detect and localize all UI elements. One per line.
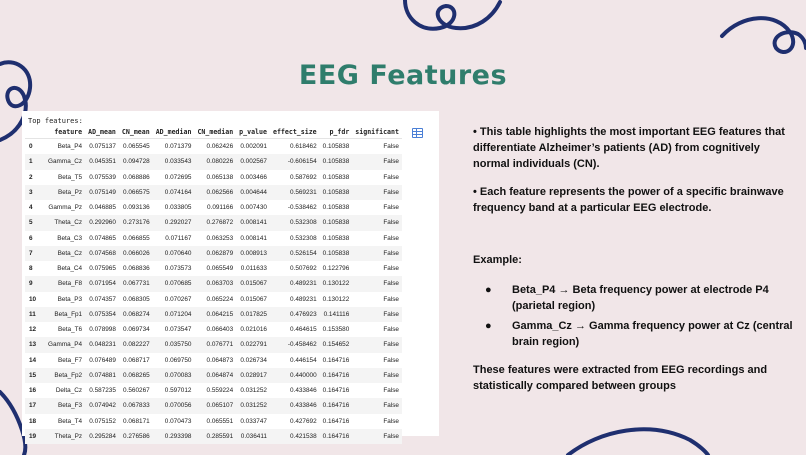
table-cell: 0.071167 [165,234,192,242]
table-cell: 0.026734 [240,356,267,364]
column-header [25,126,45,139]
bullet-dot-icon: ● [485,320,492,332]
swirl-top [405,0,500,29]
table-cell: 0.105838 [320,246,353,261]
row-index: 7 [25,246,45,261]
table-row [25,276,402,291]
table-row [25,383,402,398]
table-cell: 0.031252 [236,398,270,413]
bullet-text: Beta_P4 → Beta frequency power at electrode P4 (parietal region) [512,284,769,312]
row-index: 13 [25,337,45,352]
table-cell: 0.526154 [270,246,320,261]
table-cell: Beta_F3 [45,398,85,413]
table-cell: 0.033747 [240,417,267,425]
table-row [25,414,402,429]
table-cell: 0.154652 [320,337,353,352]
table-row [25,398,402,413]
table-cell: 0.091166 [206,204,234,212]
table-row [25,185,402,200]
table-cell: False [383,143,399,151]
table-cell: -0.458462 [270,337,320,352]
table-cell: 0.075965 [89,265,116,273]
table-row [25,429,402,444]
table-row [25,246,402,261]
table-row [25,154,402,169]
table-cell: 0.507692 [289,265,317,273]
table-cell: 0.031252 [240,387,267,395]
table-cell: 0.276872 [194,215,236,230]
table-cell: 0.003466 [240,173,267,181]
example-bullet-2 [485,318,793,350]
table-cell: False [352,307,402,322]
table-cell: 0.072695 [164,173,192,181]
row-index: 5 [25,215,45,230]
table-cell: 0.276586 [119,429,153,444]
table-cell: 0.105838 [322,173,350,181]
table-cell: Beta_T4 [57,417,83,425]
table-caption: Top features: [28,117,83,125]
table-cell: False [383,265,399,273]
features-table [25,126,402,444]
row-index: 16 [29,387,37,395]
row-index: 9 [25,276,45,291]
table-cell: 0.068886 [123,173,150,181]
table-cell: 0.560267 [123,387,150,395]
table-cell: Beta_F7 [57,356,83,364]
table-cell: 0.007430 [240,204,267,212]
table-cell: False [352,337,402,352]
row-index: 17 [25,398,45,413]
table-cell: 0.292027 [153,215,195,230]
table-cell: 0.164716 [322,417,350,425]
table-cell: 0.002567 [236,154,270,169]
table-cell: 0.066026 [119,246,153,261]
table-cell: 0.063703 [194,276,236,291]
column-header: significant [352,126,402,139]
column-header: p_value [236,126,270,139]
table-cell: Beta_F8 [45,276,85,291]
table-cell: 0.076489 [89,356,116,364]
table-cell: Beta_C4 [57,265,83,273]
row-index: 18 [29,417,37,425]
bullet-text: Gamma_Cz → Gamma frequency power at Cz (central brain region) [512,320,793,348]
table-cell: False [352,246,402,261]
table-cell: 0.068305 [123,295,150,303]
table-cell: 0.489231 [270,276,320,291]
table-cell: Theta_Cz [45,215,85,230]
feature-paragraph: • Each feature represents the power of a specific brainwave frequency band at a particular EEG electrode. [473,186,784,214]
table-cell: 0.074881 [85,368,119,383]
row-index: 0 [29,143,33,151]
table-cell: 0.048231 [85,337,119,352]
table-cell: 0.082227 [119,337,153,352]
table-row [25,139,402,155]
table-row [25,170,402,185]
table-cell: 0.153580 [322,326,350,334]
table-cell: Beta_Fp2 [45,368,85,383]
table-cell: False [383,295,399,303]
table-cell: 0.070083 [153,368,195,383]
table-cell: False [383,356,399,364]
column-header: CN_mean [119,126,153,139]
table-header-row [25,126,402,139]
table-cell: 0.067833 [119,398,153,413]
table-cell: 0.164716 [320,368,353,383]
row-index: 1 [25,154,45,169]
table-cell: Delta_Cz [55,387,83,395]
table-cell: 0.064873 [206,356,234,364]
table-cell: 0.273176 [119,215,153,230]
table-cell: 0.093136 [123,204,150,212]
table-cell: 0.285591 [194,429,236,444]
table-cell: 0.075137 [89,143,116,151]
table-cell: 0.017825 [236,307,270,322]
table-cell: 0.070267 [164,295,192,303]
row-index: 6 [29,234,33,242]
table-cell: Beta_C3 [57,234,83,242]
table-cell: 0.295284 [85,429,119,444]
table-cell: 0.489231 [289,295,317,303]
table-cell: 0.065107 [194,398,236,413]
table-cell: 0.045351 [85,154,119,169]
table-cell: -0.606154 [270,154,320,169]
table-cell: 0.011633 [240,265,267,273]
table-cell: 0.130122 [320,276,353,291]
table-cell: 0.141116 [320,307,353,322]
row-index: 4 [29,204,33,212]
table-cell: 0.068171 [123,417,150,425]
table-cell: 0.074865 [89,234,116,242]
table-cell: 0.075149 [85,185,119,200]
table-cell: 0.070056 [153,398,195,413]
table-cell: 0.440000 [270,368,320,383]
table-cell: 0.071379 [164,143,192,151]
table-cell: Gamma_Cz [45,154,85,169]
table-cell: 0.062879 [194,246,236,261]
conclusion-paragraph: These features were extracted from EEG recordings and statistically compared between groups [473,364,768,392]
table-cell: False [383,204,399,212]
table-cell: 0.065138 [206,173,234,181]
table-cell: 0.075539 [89,173,116,181]
table-cell: Beta_P4 [57,143,83,151]
table-cell: 0.433846 [270,398,320,413]
table-cell: 0.033543 [153,154,195,169]
table-cell: 0.164716 [322,356,350,364]
table-cell: 0.074164 [153,185,195,200]
table-cell: False [352,429,402,444]
table-cell: 0.008141 [236,215,270,230]
page-title: EEG Features [298,60,508,91]
table-row [25,292,402,307]
table-cell: False [383,173,399,181]
table-cell: 0.070473 [164,417,192,425]
table-row [25,307,402,322]
table-row [25,322,402,337]
row-index: 10 [29,295,37,303]
table-cell: 0.070640 [153,246,195,261]
table-cell: False [383,417,399,425]
table-cell: 0.066575 [119,185,153,200]
table-cell: False [352,154,402,169]
table-cell: 0.068836 [123,265,150,273]
table-view-icon[interactable] [412,128,423,138]
table-cell: 0.066403 [206,326,234,334]
table-cell: 0.105838 [322,143,350,151]
column-header: AD_median [153,126,195,139]
table-row [25,200,402,215]
table-cell: 0.068274 [119,307,153,322]
table-cell: 0.033805 [164,204,192,212]
example-heading: Example: [473,254,522,266]
table-cell: 0.065224 [206,295,234,303]
table-cell: 0.028917 [236,368,270,383]
intro-paragraph: • This table highlights the most important EEG features that differentiate Alzheimer’s patients (AD) from cognitively normal individuals (CN). [473,126,785,170]
row-index: 8 [29,265,33,273]
table-cell: 0.080226 [194,154,236,169]
table-cell: 0.076771 [194,337,236,352]
table-cell: 0.618462 [289,143,317,151]
table-cell: 0.021016 [240,326,267,334]
table-row [25,353,402,368]
table-cell: 0.066855 [123,234,150,242]
table-cell: 0.446154 [289,356,317,364]
notebook-output-panel [22,111,439,440]
table-cell: 0.004644 [236,185,270,200]
table-cell: 0.105838 [320,154,353,169]
table-cell: 0.532308 [270,215,320,230]
table-cell: 0.074357 [89,295,116,303]
table-cell: False [383,387,399,395]
table-cell: 0.064215 [194,307,236,322]
table-cell: 0.069750 [164,356,192,364]
table-cell: 0.070685 [153,276,195,291]
table-cell: 0.002091 [240,143,267,151]
table-cell: Beta_P3 [57,295,83,303]
table-cell: 0.071954 [85,276,119,291]
table-cell: 0.064874 [194,368,236,383]
row-index: 19 [25,429,45,444]
table-cell: 0.035750 [153,337,195,352]
example-bullet-1 [485,282,793,314]
table-cell: 0.062426 [206,143,234,151]
table-cell: Beta_Pz [45,185,85,200]
row-index: 15 [25,368,45,383]
column-header: CN_median [194,126,236,139]
table-cell: 0.065549 [206,265,234,273]
table-cell: False [352,398,402,413]
table-cell: 0.071204 [153,307,195,322]
table-cell: Gamma_P4 [45,337,85,352]
table-cell: Beta_Fp1 [45,307,85,322]
table-cell: 0.015067 [240,295,267,303]
row-index: 14 [29,356,37,364]
table-cell: 0.036411 [236,429,270,444]
row-index: 2 [29,173,33,181]
table-cell: 0.433846 [289,387,317,395]
table-cell: False [383,234,399,242]
table-cell: 0.063253 [206,234,234,242]
column-header: effect_size [270,126,320,139]
table-cell: 0.046885 [89,204,116,212]
table-cell: 0.427692 [289,417,317,425]
row-index: 3 [25,185,45,200]
table-cell: 0.073547 [164,326,192,334]
table-cell: 0.067731 [119,276,153,291]
bullet-dot-icon: ● [485,284,492,296]
table-cell: 0.164716 [322,387,350,395]
swirl-bottom-right [568,429,708,455]
table-cell: 0.292960 [85,215,119,230]
table-cell: 0.587235 [89,387,116,395]
table-cell: 0.532308 [289,234,317,242]
table-cell: 0.062566 [194,185,236,200]
column-header: AD_mean [85,126,119,139]
table-cell: 0.074942 [85,398,119,413]
table-row [25,261,402,276]
table-cell: 0.105838 [322,204,350,212]
table-cell: False [383,326,399,334]
table-cell: 0.164716 [320,398,353,413]
table-cell: 0.069734 [123,326,150,334]
table-cell: 0.075152 [89,417,116,425]
table-cell: Gamma_Pz [48,204,83,212]
swirl-top-right [722,18,806,52]
table-cell: 0.105838 [322,234,350,242]
table-cell: 0.105838 [320,215,353,230]
row-index: 11 [25,307,45,322]
table-cell: 0.164716 [320,429,353,444]
table-cell: False [352,368,402,383]
table-cell: 0.068265 [119,368,153,383]
table-cell: 0.073573 [164,265,192,273]
table-cell: 0.421538 [270,429,320,444]
table-cell: 0.476923 [270,307,320,322]
table-cell: 0.569231 [270,185,320,200]
row-index: 12 [29,326,37,334]
table-cell: Beta_Cz [45,246,85,261]
table-body [25,139,402,445]
table-cell: 0.559224 [206,387,234,395]
table-cell: False [352,215,402,230]
table-cell: 0.065545 [123,143,150,151]
column-header: p_fdr [320,126,353,139]
table-cell: Beta_T5 [57,173,83,181]
table-cell: 0.078998 [89,326,116,334]
table-cell: 0.015067 [236,276,270,291]
table-cell: False [352,185,402,200]
table-row [25,231,402,246]
table-cell: 0.464615 [289,326,317,334]
table-cell: 0.130122 [322,295,350,303]
table-cell: Beta_T6 [57,326,83,334]
table-cell: 0.105838 [320,185,353,200]
table-cell: 0.074568 [85,246,119,261]
table-row [25,368,402,383]
table-cell: 0.008913 [236,246,270,261]
table-cell: 0.008141 [240,234,267,242]
table-cell: False [352,276,402,291]
table-cell: 0.068717 [123,356,150,364]
table-row [25,215,402,230]
table-cell: Theta_Pz [45,429,85,444]
table-cell: -0.538462 [287,204,317,212]
table-cell: 0.587692 [289,173,317,181]
table-cell: 0.293398 [153,429,195,444]
table-cell: 0.022791 [236,337,270,352]
table-cell: 0.075354 [85,307,119,322]
table-cell: 0.094728 [119,154,153,169]
table-cell: 0.597012 [164,387,192,395]
table-row [25,337,402,352]
column-header: feature [45,126,85,139]
table-cell: 0.065551 [206,417,234,425]
table-cell: 0.122796 [322,265,350,273]
